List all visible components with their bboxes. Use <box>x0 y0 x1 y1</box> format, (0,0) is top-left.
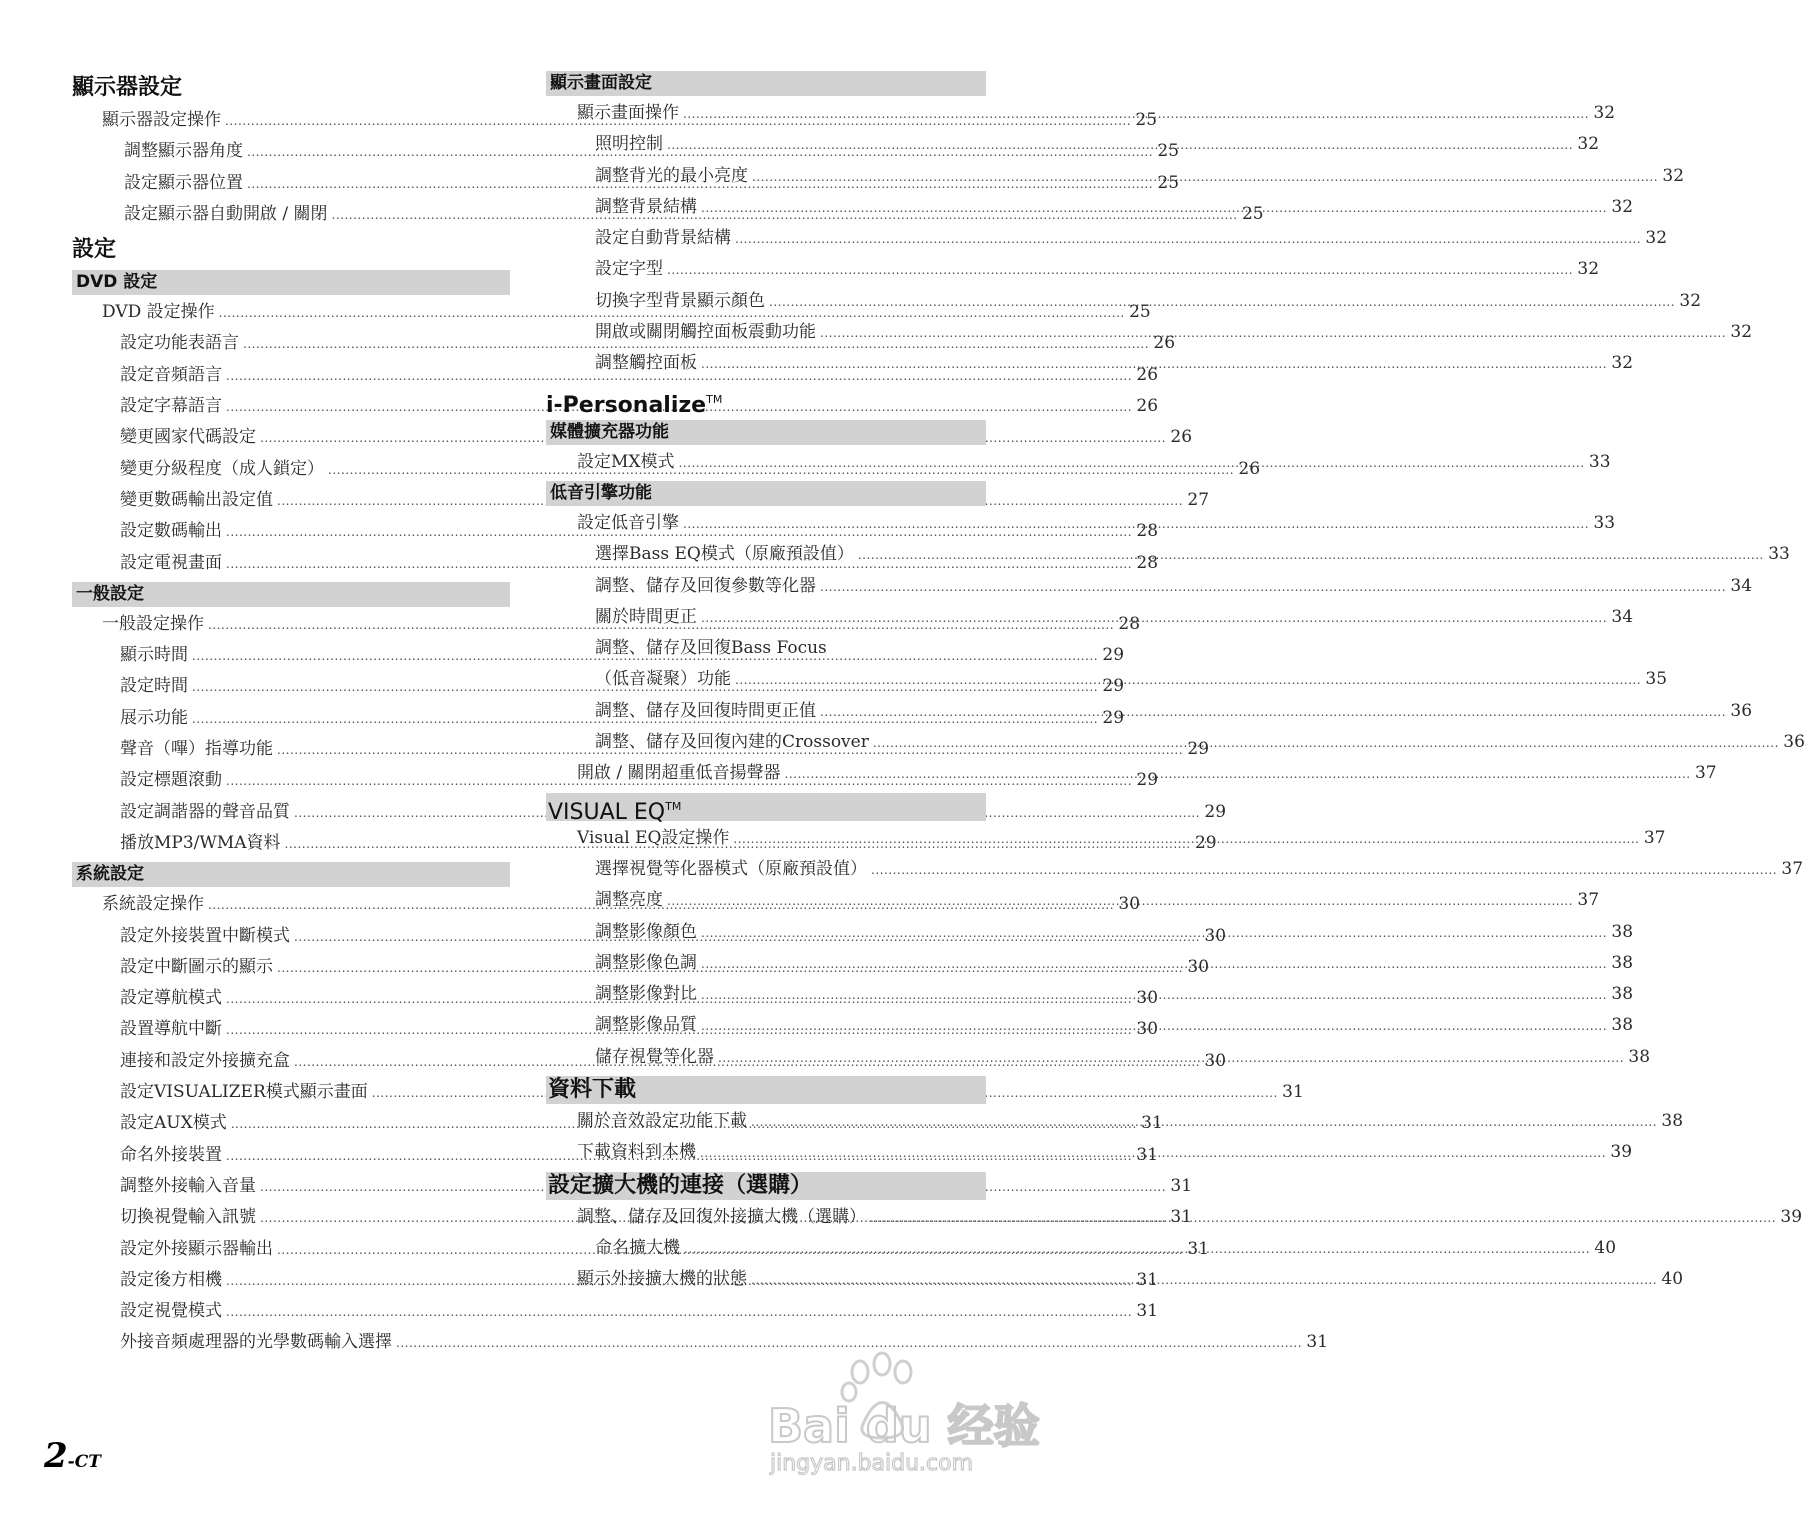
toc-entry-page: 32 <box>1593 103 1616 123</box>
dot-leader <box>701 980 1607 1011</box>
toc-entry-label: 顯示畫面操作 <box>577 103 679 123</box>
toc-entry-label: 設定AUX模式 <box>120 1113 227 1134</box>
dot-leader <box>751 1107 1657 1138</box>
toc-entry-label: 調整外接輸入音量 <box>120 1175 256 1196</box>
section-header-text: 媒體擴充器功能 <box>550 421 669 442</box>
section-header-bar <box>546 420 986 445</box>
dot-leader <box>820 318 1726 349</box>
toc-entry-page: 38 <box>1628 1046 1651 1067</box>
section-header-bar <box>72 270 510 295</box>
toc-entry-label: 調整影像品質 <box>595 1015 697 1036</box>
dot-leader <box>679 448 1585 479</box>
toc-entry-label: 命名擴大機 <box>595 1237 680 1258</box>
toc-entry-page: 32 <box>1645 228 1668 249</box>
toc-entry-label: Visual EQ設定操作 <box>577 827 730 848</box>
toc-entry-label: 下載資料到本機 <box>577 1142 696 1163</box>
trademark-mark: TM <box>665 799 682 813</box>
section-header-text: 設定擴大機的連接（選購） <box>548 1172 813 1198</box>
toc-entry-page: 40 <box>1594 1237 1617 1258</box>
toc-entry[interactable] <box>72 1327 1329 1358</box>
toc-entry-page: 33 <box>1588 451 1611 472</box>
toc-entry-label: 設定導航模式 <box>120 988 222 1009</box>
toc-entry-page: 38 <box>1611 952 1634 973</box>
toc-entry-page: 34 <box>1611 606 1634 627</box>
dot-leader <box>785 759 1691 790</box>
toc-entry-label: 設定MX模式 <box>577 451 675 472</box>
toc-entry-label: 顯示時間 <box>120 645 188 666</box>
toc-entry-label: 設定標題滾動 <box>120 770 222 791</box>
toc-entry-label: 開啟 / 關閉超重低音揚聲器 <box>577 763 781 784</box>
toc-entry-label: 調整、儲存及回復內建的Crossover <box>595 732 869 753</box>
toc-entry-page: 29 <box>1102 645 1125 666</box>
toc-entry-label: 調整亮度 <box>595 890 663 911</box>
toc-entry-page: 38 <box>1661 1111 1684 1132</box>
toc-entry-label: 調整影像對比 <box>595 984 697 1005</box>
toc-entry-page: 26 <box>1238 458 1261 479</box>
toc-entry-page: 30 <box>1187 956 1210 977</box>
toc-entry-label: 設定VISUALIZER模式顯示畫面 <box>120 1082 368 1103</box>
toc-entry-label: 外接音頻處理器的光學數碼輸入選擇 <box>120 1332 392 1353</box>
toc-entry-label: DVD 設定操作 <box>102 302 215 323</box>
toc-entry-label: 設定音頻語言 <box>120 364 222 385</box>
dot-leader <box>820 697 1726 728</box>
toc-entry-page: 29 <box>1194 832 1217 853</box>
toc-entry-page: 32 <box>1730 322 1753 343</box>
toc-entry-label: 調整背景結構 <box>595 196 697 217</box>
toc-entry-label: 設置導航中斷 <box>120 1019 222 1040</box>
dot-leader <box>735 224 1641 255</box>
section-title-text: i-Personalize <box>546 392 707 418</box>
toc-entry-page: 32 <box>1577 259 1600 280</box>
section-title <box>72 71 510 105</box>
dot-leader <box>667 130 1573 161</box>
toc-entry-label: 調整影像色調 <box>595 952 697 973</box>
section-header-bar <box>546 1172 986 1200</box>
section-title <box>72 233 510 267</box>
toc-entry-page: 31 <box>1141 1113 1163 1134</box>
toc-entry-label: 設定字幕語言 <box>120 396 222 417</box>
toc-entry-page: 37 <box>1781 858 1804 879</box>
section-header-text: DVD 設定 <box>76 272 158 293</box>
toc-entry-page: 29 <box>1102 676 1125 697</box>
watermark-logo <box>760 1350 1040 1480</box>
page-number-suffix: -CT <box>67 1452 101 1472</box>
dot-leader <box>752 162 1658 193</box>
toc-entry-label: 選擇Bass EQ模式（原廠預設值） <box>595 544 854 565</box>
toc-entry-page: 35 <box>1645 669 1668 690</box>
toc-entry-page: 32 <box>1611 196 1634 217</box>
dot-leader <box>667 886 1573 917</box>
toc-entry-page: 37 <box>1577 890 1600 911</box>
section-header-bar <box>546 481 986 506</box>
toc-entry-page: 39 <box>1610 1142 1633 1163</box>
section-header-bar <box>72 582 510 607</box>
toc-entry-page: 27 <box>1187 489 1210 510</box>
toc-entry-page: 33 <box>1593 512 1616 533</box>
toc-entry-page: 40 <box>1661 1269 1684 1290</box>
toc-entry-page: 32 <box>1577 134 1600 155</box>
toc-entry[interactable] <box>546 571 1753 602</box>
toc-entry-label: 連接和設定外接擴充盒 <box>120 1050 290 1071</box>
toc-entry-label: 顯示外接擴大機的狀態 <box>577 1269 747 1290</box>
toc-entry-page: 31 <box>1306 1332 1329 1353</box>
dot-leader <box>667 255 1573 286</box>
toc-entry-label: 關於時間更正 <box>595 606 697 627</box>
dot-leader <box>769 287 1675 318</box>
toc-entry-label: 調整顯示器角度 <box>124 141 243 162</box>
toc-entry-page: 37 <box>1694 763 1717 784</box>
toc-entry-page: 31 <box>1136 1269 1159 1290</box>
toc-entry-page: 30 <box>1118 894 1141 915</box>
toc-entry-page: 31 <box>1136 1144 1159 1165</box>
toc-entry-page: 34 <box>1730 575 1753 596</box>
dot-leader <box>871 855 1777 886</box>
toc-entry-label: 照明控制 <box>595 134 663 155</box>
toc-entry-page: 30 <box>1204 1050 1227 1071</box>
toc-entry-label: 儲存視覺等化器 <box>595 1046 714 1067</box>
dot-leader <box>701 603 1607 634</box>
section-header-text: VISUAL EQ <box>548 799 666 825</box>
toc-entry-page: 31 <box>1282 1082 1304 1103</box>
section-header-bar <box>546 793 986 825</box>
toc-entry-page: 26 <box>1136 396 1159 417</box>
section-header-bar <box>546 1076 986 1104</box>
toc-entry-page: 32 <box>1662 165 1685 186</box>
toc-entry-page: 28 <box>1136 552 1159 573</box>
toc-entry-page: 29 <box>1204 801 1227 822</box>
dot-leader <box>701 1011 1607 1042</box>
toc-entry-page: 25 <box>1157 172 1180 193</box>
toc-entry-page: 28 <box>1136 521 1159 542</box>
toc-entry-label: 調整、儲存及回復參數等化器 <box>595 575 816 596</box>
toc-entry-page: 30 <box>1136 1019 1159 1040</box>
toc-entry-label: （低音凝聚）功能 <box>595 669 731 690</box>
toc-entry-label: 切換視覺輸入訊號 <box>120 1207 256 1228</box>
toc-entry-page: 39 <box>1780 1206 1803 1227</box>
dot-leader <box>735 665 1641 696</box>
toc-entry-page: 32 <box>1679 290 1702 311</box>
toc-entry-label: 調整觸控面板 <box>595 353 697 374</box>
dot-leader <box>683 99 1589 130</box>
dot-leader <box>718 1043 1624 1074</box>
toc-entry-label: 命名外接裝置 <box>120 1144 222 1165</box>
toc-entry-label: 選擇視覺等化器模式（原廠預設值） <box>595 858 867 879</box>
toc-entry-label: 系統設定操作 <box>102 894 204 915</box>
toc-entry-label: 設定外接裝置中斷模式 <box>120 925 290 946</box>
toc-entry-label: 關於音效設定功能下載 <box>577 1111 747 1132</box>
toc-entry-label: 設定數碼輸出 <box>120 521 222 542</box>
toc-entry-page: 26 <box>1136 364 1159 385</box>
toc-entry-label: 調整、儲存及回復時間更正值 <box>595 700 816 721</box>
toc-entry-label: 變更數碼輸出設定值 <box>120 489 273 510</box>
toc-entry-label: 設定電視畫面 <box>120 552 222 573</box>
toc-entry-page: 26 <box>1153 333 1176 354</box>
toc-entry-label: 調整背光的最小亮度 <box>595 165 748 186</box>
toc-entry-label: 設定字型 <box>595 259 663 280</box>
toc-entry-label: 一般設定操作 <box>102 613 204 634</box>
section-title-text: 設定 <box>72 237 117 263</box>
trademark-mark: TM <box>706 392 723 406</box>
toc-entry-page: 25 <box>1241 203 1264 224</box>
toc-entry-label: 設定中斷圖示的顯示 <box>120 956 273 977</box>
watermark-brand: Bai du 经验 <box>768 1399 1040 1453</box>
toc-entry[interactable] <box>72 1296 1159 1327</box>
toc-entry-page: 36 <box>1783 732 1805 753</box>
dot-leader <box>751 1265 1657 1296</box>
dot-leader <box>873 728 1779 759</box>
toc-entry-label: 變更分級程度（成人鎖定） <box>120 458 324 479</box>
toc-entry-label: 聲音（嗶）指導功能 <box>120 739 273 760</box>
section-header-text: 低音引擎功能 <box>550 482 652 503</box>
section-title <box>546 383 986 417</box>
toc-entry-page: 29 <box>1187 739 1210 760</box>
dot-leader <box>683 509 1589 540</box>
toc-entry[interactable] <box>546 254 1600 285</box>
dot-leader <box>870 1203 1776 1234</box>
toc-entry-page: 25 <box>1135 110 1158 130</box>
toc-entry[interactable] <box>546 854 1804 885</box>
toc-entry-page: 25 <box>1157 141 1180 162</box>
toc-entry-page: 38 <box>1611 984 1634 1005</box>
toc-entry[interactable] <box>546 223 1668 254</box>
watermark-url: jingyan.baidu.com <box>770 1451 974 1476</box>
toc-entry-page: 31 <box>1187 1238 1210 1259</box>
toc-entry-label: 設定後方相機 <box>120 1269 222 1290</box>
toc-entry-page: 36 <box>1730 700 1753 721</box>
toc-entry-page: 30 <box>1204 925 1227 946</box>
baidu-paw-icon <box>760 1350 1040 1480</box>
toc-entry-label: 切換字型背景顯示顏色 <box>595 290 765 311</box>
toc-entry-label: 設定時間 <box>120 676 188 697</box>
toc-entry-page: 38 <box>1611 921 1634 942</box>
toc-entry-label: 設定顯示器自動開啟 / 關閉 <box>124 203 328 224</box>
toc-entry-page: 31 <box>1170 1207 1193 1228</box>
dot-leader <box>701 918 1607 949</box>
dot-leader <box>701 949 1607 980</box>
dot-leader <box>733 824 1639 855</box>
toc-entry-page: 33 <box>1768 544 1790 565</box>
toc-entry-page: 38 <box>1611 1015 1634 1036</box>
section-header-text: 顯示畫面設定 <box>550 73 652 93</box>
dot-leader <box>700 1138 1606 1169</box>
page-number-value: 2 <box>44 1436 68 1476</box>
toc-entry-label: 變更國家代碼設定 <box>120 427 256 448</box>
toc-entry-label: 開啟或關閉觸控面板震動功能 <box>595 322 816 343</box>
section-header-text: 系統設定 <box>76 864 144 885</box>
toc-entry-label: 顯示器設定操作 <box>102 110 221 130</box>
toc-entry[interactable] <box>546 633 986 664</box>
section-title-text: 顯示器設定 <box>72 75 183 100</box>
dot-leader <box>701 193 1607 224</box>
dot-leader <box>858 540 1764 571</box>
toc-entry-page: 26 <box>1170 427 1193 448</box>
dot-leader <box>226 1297 1132 1328</box>
toc-entry-page: 30 <box>1136 988 1159 1009</box>
toc-entry-label: 展示功能 <box>120 707 188 728</box>
toc-entry-label: 設定視覺模式 <box>120 1301 222 1322</box>
toc-entry-page: 32 <box>1611 353 1634 374</box>
section-header-text: 資料下載 <box>548 1077 637 1103</box>
toc-entry-label: 調整、儲存及回復外接擴大機（選購） <box>577 1206 866 1227</box>
toc-entry-page: 25 <box>1129 302 1151 323</box>
toc-entry-label: 設定低音引擎 <box>577 512 679 533</box>
toc-entry-label: 設定自動背景結構 <box>595 228 731 249</box>
toc-entry-page: 31 <box>1136 1301 1159 1322</box>
page-number <box>44 1436 101 1476</box>
dot-leader <box>820 572 1726 603</box>
toc-entry-label: 播放MP3/WMA資料 <box>120 832 281 853</box>
toc-entry-label: 設定調諧器的聲音品質 <box>120 801 290 822</box>
section-header-bar <box>546 71 986 96</box>
toc-entry-page: 29 <box>1136 770 1159 791</box>
toc-entry-page: 29 <box>1102 707 1125 728</box>
section-header-bar <box>72 862 510 887</box>
toc-entry-label: 調整影像顏色 <box>595 921 697 942</box>
toc-entry-page: 37 <box>1643 827 1666 848</box>
toc-entry-label: 設定外接顯示器輸出 <box>120 1238 273 1259</box>
toc-entry-label: 設定顯示器位置 <box>124 172 243 193</box>
section-header-text: 一般設定 <box>76 583 144 604</box>
toc-entry-label: 設定功能表語言 <box>120 333 239 354</box>
dot-leader <box>701 349 1607 380</box>
dot-leader <box>684 1234 1590 1265</box>
toc-entry-page: 28 <box>1118 613 1141 634</box>
toc-entry-page: 31 <box>1170 1175 1193 1196</box>
toc-entry-label: 調整、儲存及回復Bass Focus <box>595 638 827 659</box>
